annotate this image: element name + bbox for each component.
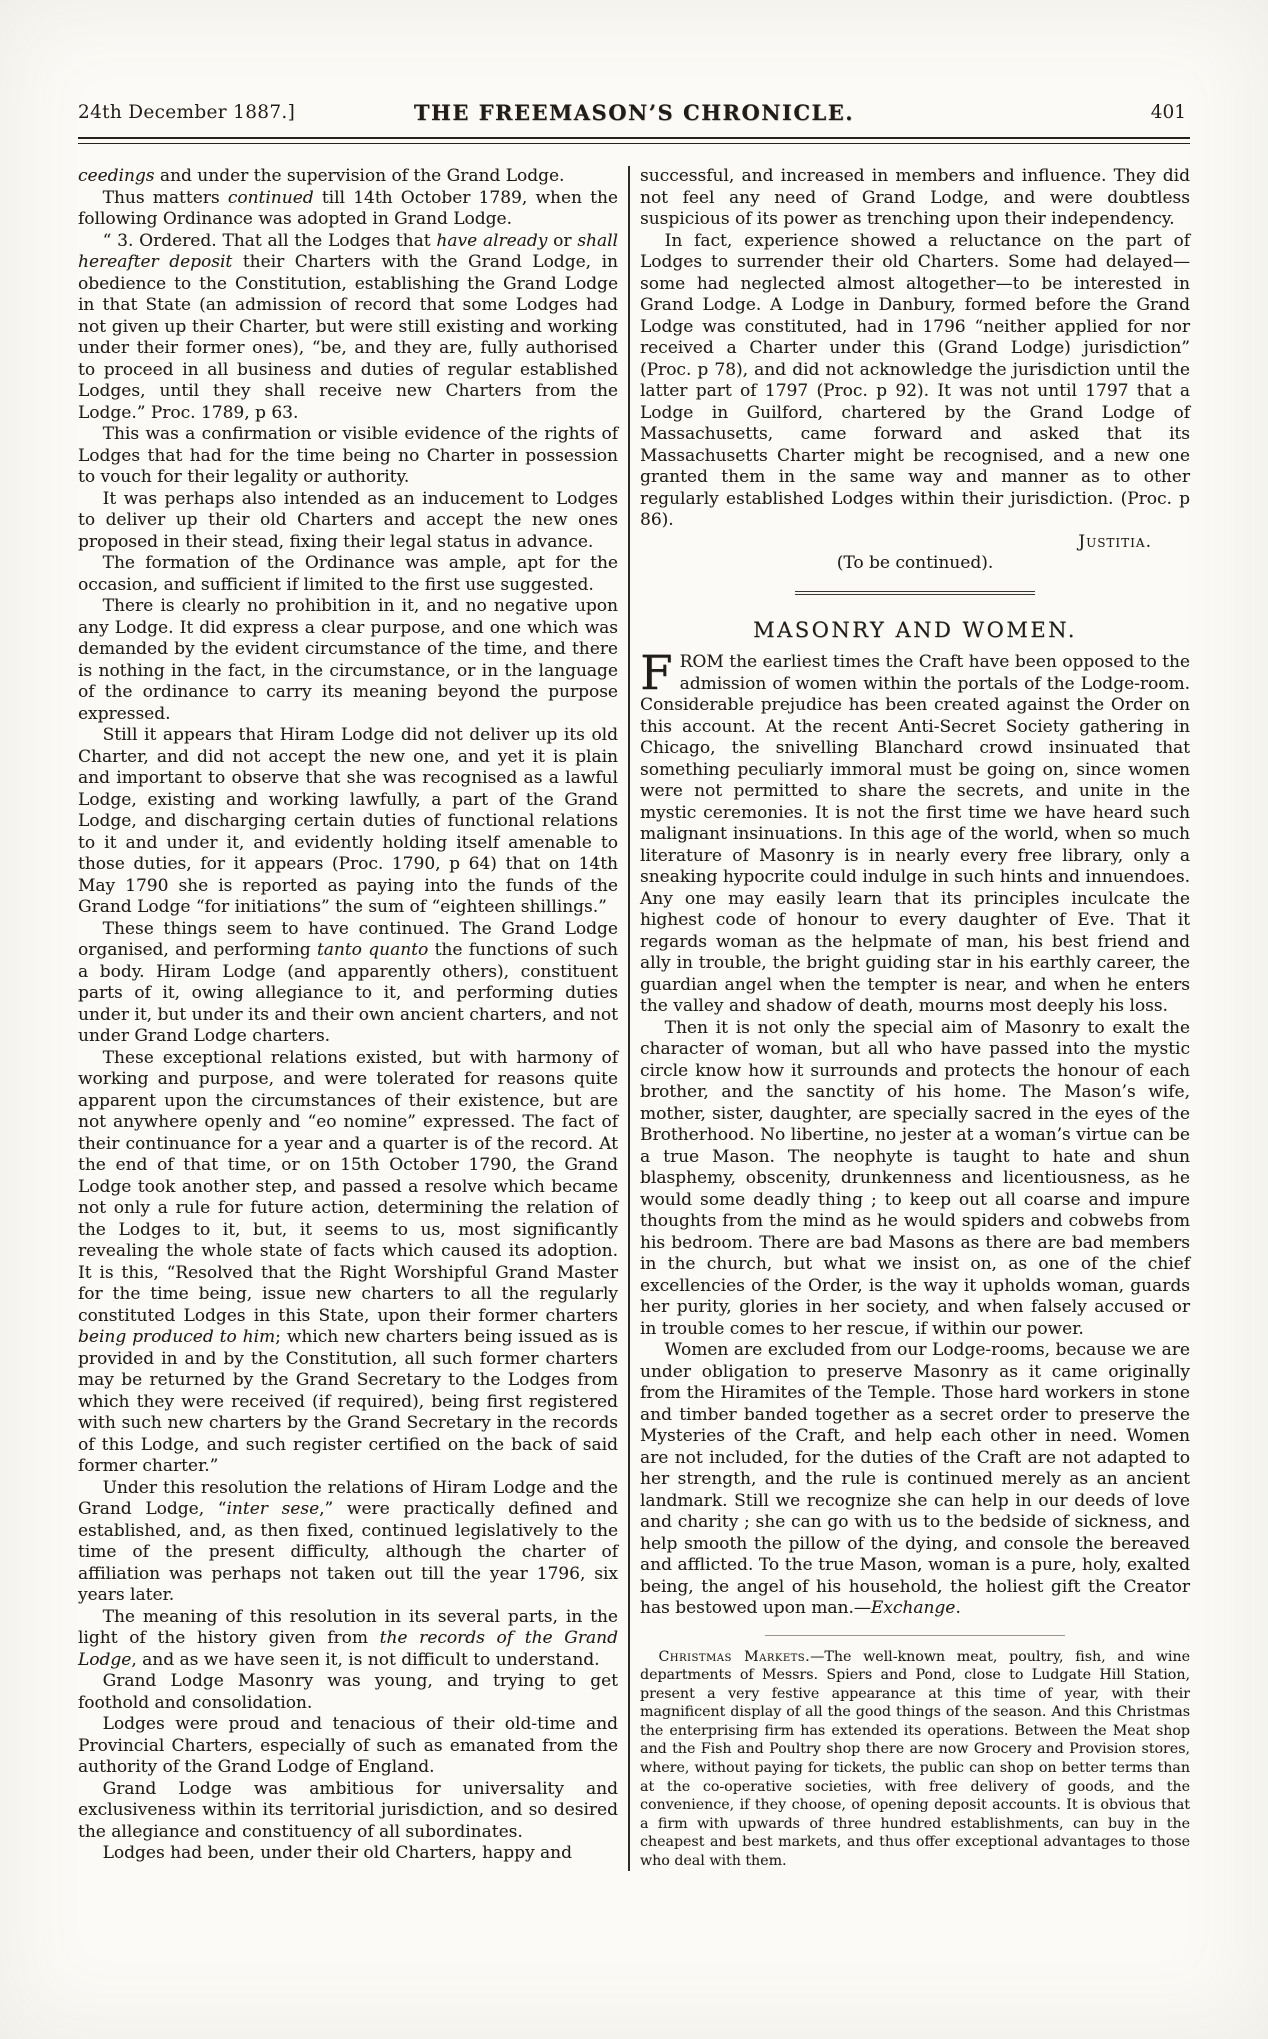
text-run: ; which new charters being issued as is provided in and by the Constitution, all such former charters may be returned by the Grand Secretary to the Lodges from which they were received (if required), being first registered with such new charters by the Grand Secretary in the records of this Lodge, and such register certified on the back of said former charter.” xyxy=(78,1327,618,1476)
paragraph xyxy=(78,596,618,725)
paragraph xyxy=(78,1048,618,1478)
text-run: Lodges were proud and tenacious of their old-time and Provincial Charters, especially of such as emanated from the authority of the Grand Lodge of England. xyxy=(78,1714,618,1777)
italic-text: Exchange xyxy=(870,1598,956,1618)
text-run: . xyxy=(955,1598,961,1618)
text-run: Grand Lodge was ambitious for universality and exclusiveness within its territorial jurisdiction, and so desired the allegiance and constituency of all subordinates. xyxy=(78,1778,618,1842)
to-be-continued-note: (To be continued). xyxy=(836,553,994,573)
text-run: their Charters with the Grand Lodge, in obedience to the Constitution, establishing the Grand Lodge in that State (an admission of record that some Lodges had not given up their Charter, but were still existing and working under their former ones), “be, and they are, fully authorised to proceed in all business and duties of regular established Lodges, until they shall receive new Charters from the Lodge.” Proc. 1789, p 63. xyxy=(78,252,618,423)
text-run: ROM the earliest times the Craft have been opposed to the admission of women within the portals of the Lodge-room. Considerable prejudice has been created against the Order on this account. At the recent Anti-Secret Society gathering in Chicago, the snivelling Blanchard crowd insinuated that something peculiarly immoral must be going on, since women were not permitted to share the secrets, and unite in the mystic ceremonies. It is not the first time we have heard such malignant insinuations. In this age of the world, when so much literature of Masonry is in nearly every free library, only a sneaking hypocrite could indulge in such hints and innuendoes. Any one may easily learn that its principles inculcate the highest code of honour to every daughter of Eve. That it regards woman as the helpmate of man, his best friend and ally in trouble, the bright guiding star in his earthly career, the guardian angel when the tempter is near, and when he enters the valley and shadow of death, mourns most deeply his loss. xyxy=(640,652,1190,1016)
right-column xyxy=(640,166,1190,1871)
drop-cap: F xyxy=(640,646,673,701)
paragraph xyxy=(640,646,1190,1018)
paragraph xyxy=(78,553,618,596)
column-divider-rule xyxy=(628,166,630,1871)
text-run: Grand Lodge Masonry was young, and trying to get foothold and consolidation. xyxy=(78,1671,618,1713)
article-title: MASONRY AND WOMEN. xyxy=(753,617,1077,642)
news-item xyxy=(640,1648,1190,1871)
paragraph xyxy=(78,1607,618,1672)
paragraph xyxy=(78,1843,618,1865)
author-signature: Justitia. xyxy=(1078,531,1152,552)
text-run: Then it is not only the special aim of Masonry to exalt the character of woman, but all who have passed into the mystic circle know how it surrounds and protects the honour of each brother, and the sanctity of his home. The Mason’s wife, mother, sister, daughter, are specially sacred in the eyes of the Brotherhood. No libertine, no jester at a woman’s virtue can be a true Mason. The neophyte is taught to hate and shun blasphemy, obscenity, drunkenness and licentiousness, as he would some deadly thing ; to keep out all coarse and impure thoughts from the mind as he would spiders and cobwebs from his bedroom. There are bad Masons as there are bad members in the church, but what we insist on, as one of the chief excellencies of the Order, is the way it upholds woman, guards her purity, glories in her society, and when falsely accused or in trouble comes to her rescue, if within our power. xyxy=(640,1017,1190,1339)
paragraph xyxy=(78,489,618,554)
text-run: Still it appears that Hiram Lodge did not deliver up its old Charter, and did not accept the new one, and yet it is plain and important to observe that she was recognised as a lawful Lodge, existing and working lawfully, a part of the Grand Lodge, and discharging certain duties of functional relations to it and under it, and evidently holding itself amenable to those duties, for it appears (Proc. 1790, p 64) that on 14th May 1790 she is reported as paying into the funds of the Grand Lodge “for initiations” the sum of “eighteen shillings.” xyxy=(78,725,618,917)
paragraph xyxy=(640,1340,1190,1620)
italic-text: continued xyxy=(227,187,314,208)
italic-text: have already xyxy=(436,230,548,251)
text-run: In fact, experience showed a reluctance on the part of Lodges to surrender their old Charters. Some had delayed—some had neglected almost altogether—to be interested in Grand Lodge. A Lodge in Danbury, formed before the Grand Lodge was constituted, had in 1796 “neither applied for nor received a Charter under this (Grand Lodge) jurisdiction” (Proc. p 78), and did not acknowledge the jurisdiction until the latter part of 1797 (Proc. p 92). It was not until 1797 that a Lodge in Guilford, chartered by the Grand Lodge of Massachusetts, came forward and asked that its Massachusetts Charter might be recognised, and a new one granted them in the same way and manner as to other regularly established Lodges within their jurisdiction. (Proc. p 86). xyxy=(640,230,1190,530)
text-run: Women are excluded from our Lodge-rooms, because we are under obligation to preserve Masonry as it came originally from the Hiramites of the Temple. Those hard workers in stone and timber banded together as a secret order to preserve the Mysteries of the Craft, and help each other in need. Women are not included, for the duties of the Craft are not adapted to her strength, and the rule is continued merely as an ancient landmark. Still we recognize she can help in our deeds of love and charity ; she can go with us to the bedside of sickness, and help smooth the pillow of the dying, and console the bereaved and afflicted. To the true Mason, woman is a pure, holy, exalted being, the angel of his household, the holiest gift the Creator has bestowed upon man.— xyxy=(640,1340,1190,1618)
paragraph xyxy=(640,1018,1190,1341)
section-divider-rule xyxy=(795,591,1035,595)
text-run: successful, and increased in members and influence. They did not feel any need of Grand Lodge, and were doubtless suspicious of its power as trenching upon their independency. xyxy=(640,166,1190,229)
paragraph xyxy=(78,188,618,231)
item-divider-rule xyxy=(765,1635,1065,1636)
text-run: The formation of the Ordinance was ample, apt for the occasion, and sufficient if limited to the first use suggested. xyxy=(78,553,618,595)
paragraph xyxy=(640,231,1190,532)
text-run: or xyxy=(547,230,578,251)
text-run: ,” were practically defined and established, and, as then fixed, continued legislatively to the time of the present difficulty, although the charter of affiliation was perhaps not taken out till the year 1796, six years later. xyxy=(78,1499,618,1605)
paragraph xyxy=(78,1714,618,1779)
paragraph xyxy=(78,166,618,188)
italic-text: the records of the Grand Lodge xyxy=(78,1628,618,1670)
text-run: Thus matters xyxy=(102,187,228,208)
text-run: These things seem to have continued. The Grand Lodge organised, and performing xyxy=(78,918,618,960)
text-run: till 14th October 1789, when the following Ordinance was adopted in Grand Lodge. xyxy=(78,187,618,229)
italic-text: tanto quanto xyxy=(316,940,429,960)
text-run: These exceptional relations existed, but with harmony of working and purpose, and were tolerated for reasons quite apparent upon the circumstances of their existence, but are not anywhere openly and “eo nomine” expressed. The fact of their continuance for a year and a quarter is of the record. At the end of that time, or on 15th October 1790, the Grand Lodge took another step, and passed a resolve which became not only a rule for future action, determining the relation of the Lodges to it, but, it seems to us, most significantly revealing the whole state of facts which caused its adoption. It is this, “Resolved that the Right Worshipful Grand Master for the time being, issue new charters to all the regularly constituted Lodges in this State, upon their former charters xyxy=(78,1047,618,1326)
text-run: This was a confirmation or visible evidence of the rights of Lodges that had for the time being no Charter in possession to vouch for their legality or authority. xyxy=(78,424,618,487)
text-run: Lodges had been, under their old Charters, happy and xyxy=(102,1843,572,1863)
paragraph xyxy=(78,919,618,1048)
issue-date: 24th December 1887.] xyxy=(78,102,296,123)
italic-text: inter sese xyxy=(226,1499,320,1519)
header-double-rule xyxy=(78,137,1190,144)
paragraph xyxy=(78,231,618,425)
smallcaps-text: Christmas Markets. xyxy=(658,1648,811,1665)
paragraph xyxy=(78,725,618,919)
text-run: “ 3. Ordered. That all the Lodges that xyxy=(102,230,437,251)
column-layout xyxy=(78,166,1190,1871)
italic-text: being produced to him xyxy=(78,1327,276,1347)
paragraph xyxy=(78,424,618,489)
page-number: 401 xyxy=(1150,102,1186,123)
italic-text: ceedings xyxy=(78,166,155,186)
text-run: , and as we have seen it, is not difficult to understand. xyxy=(131,1649,600,1670)
text-run: Under this resolution the relations of Hiram Lodge and the Grand Lodge, “ xyxy=(78,1477,618,1519)
paragraph xyxy=(78,1671,618,1714)
left-column xyxy=(78,166,618,1871)
publication-title: THE FREEMASON’S CHRONICLE. xyxy=(413,100,855,125)
paragraph xyxy=(78,1478,618,1607)
paragraph-text xyxy=(640,646,1190,1016)
text-run: the functions of such a body. Hiram Lodge (and apparently others), constituent parts of it, owing allegiance to it, and performing duties under it, but under its and their own ancient charters, and not under Grand Lodge charters. xyxy=(78,940,619,1046)
text-run: There is clearly no prohibition in it, and no negative upon any Lodge. It did express a clear purpose, and one which was demanded by the evident circumstance of the time, and there is nothing in the fact, in the circumstance, or in the language of the ordinance to carry its meaning beyond the purpose expressed. xyxy=(78,596,618,724)
text-run: It was perhaps also intended as an inducement to Lodges to deliver up their old Charters and accept the new ones proposed in their stead, fixing their legal status in advance. xyxy=(78,488,618,552)
text-run: —The well-known meat, poultry, fish, and wine departments of Messrs. Spiers and Pond, close to Ludgate Hill Station, present a very festive appearance at this time of year, with their magnificent display of all the good things of the season. And this Christmas the enterprising firm has extended its operations. Between the Meat shop and the Fish and Poultry shop there are now Grocery and Provision stores, where, without paying for tickets, the public can shop on better terms than at the co-operative societies, with free delivery of goods, and the convenience, if they choose, of opening deposit accounts. It is obvious that a firm with upwards of three hundred establishments, can buy in the cheapest and best markets, and thus offer exceptional advantages to those who deal with them. xyxy=(640,1648,1190,1870)
text-run: The meaning of this resolution in its several parts, in the light of the history given from xyxy=(78,1606,618,1648)
italic-text: shall hereafter deposit xyxy=(78,230,618,272)
masthead xyxy=(78,100,1190,128)
text-run: and under the supervision of the Grand Lodge. xyxy=(154,166,565,186)
paragraph xyxy=(78,1779,618,1844)
paragraph xyxy=(640,166,1190,231)
